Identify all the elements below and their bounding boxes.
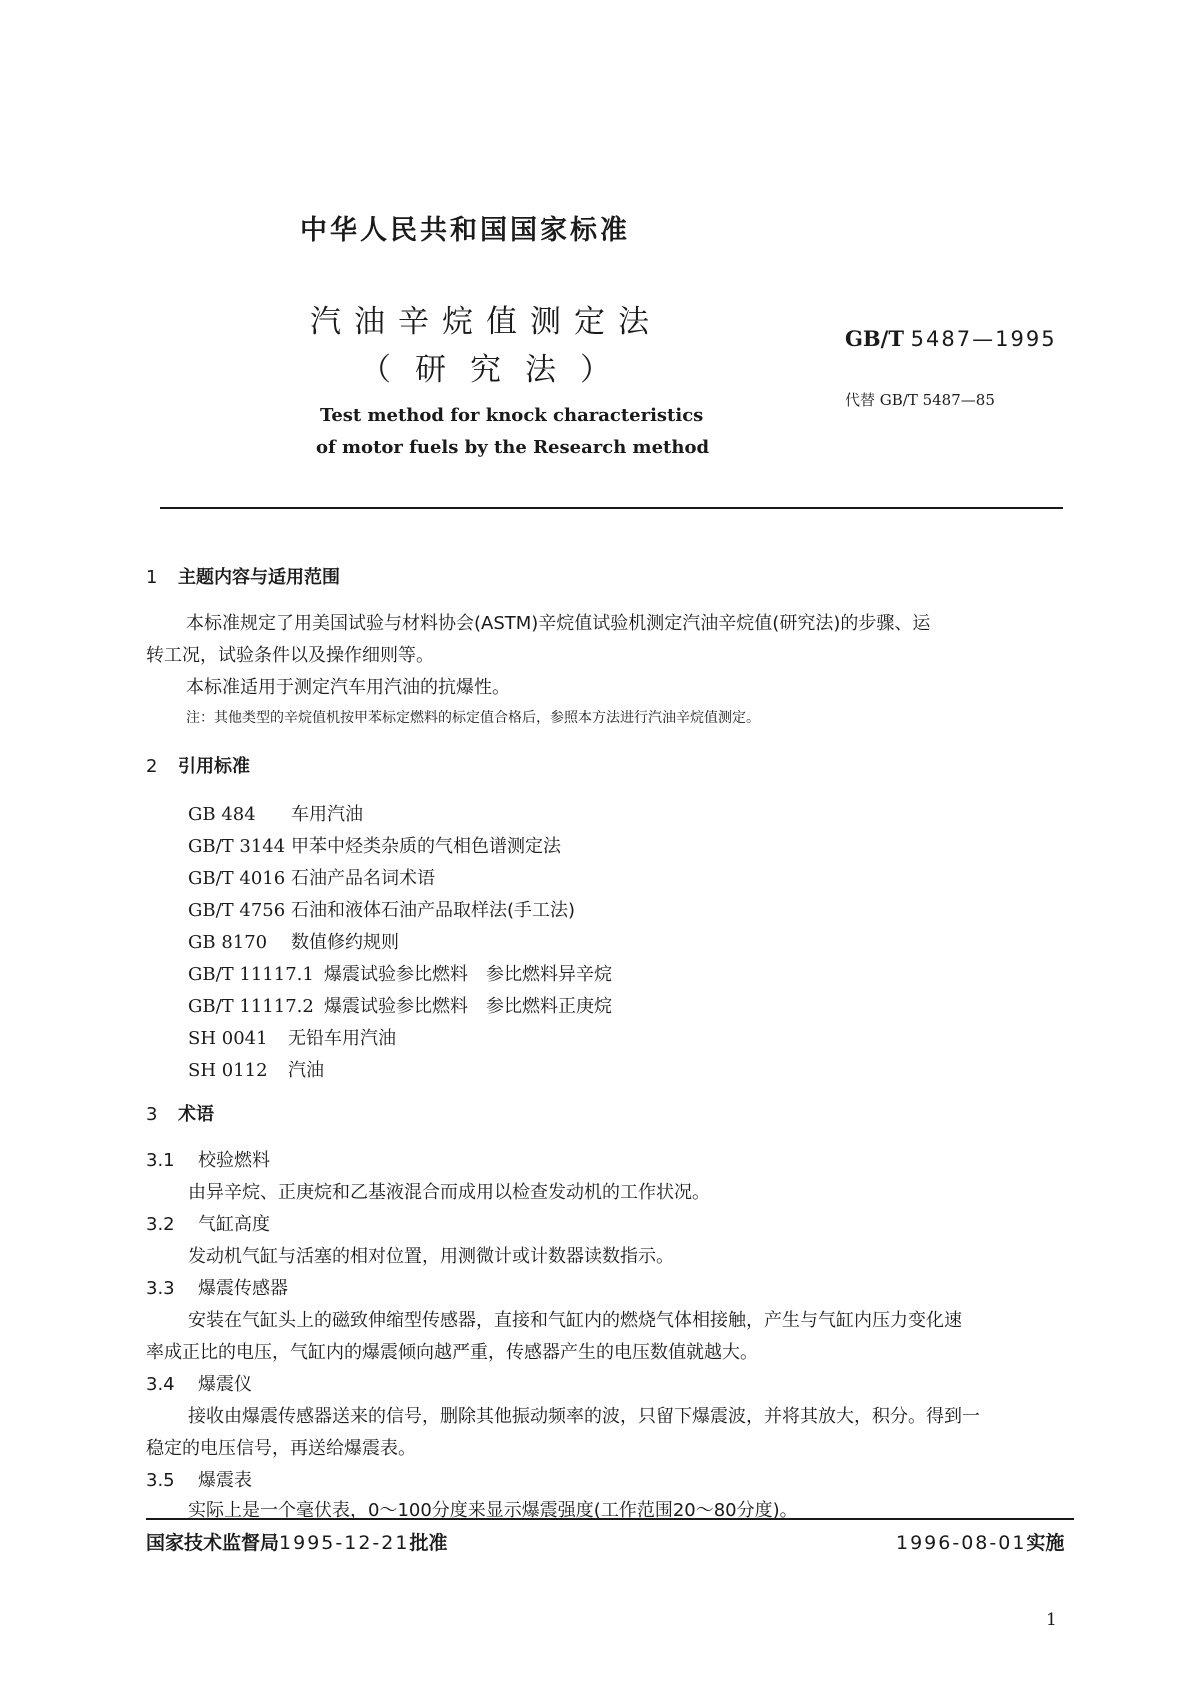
term-definition: 发动机气缸与活塞的相对位置，用测微计或计数器读数指示。 xyxy=(188,1246,674,1267)
reference-code: GB/T 4016 xyxy=(188,868,286,889)
header-divider xyxy=(160,507,1063,509)
reference-code: GB 484 xyxy=(188,804,256,825)
reference-title: 爆震试验参比燃料 参比燃料异辛烷 xyxy=(324,964,612,985)
term-heading xyxy=(146,1370,252,1396)
reference-item xyxy=(188,864,435,890)
section1-para1-line2: 转工况，试验条件以及操作细则等。 xyxy=(146,645,434,666)
standard-number xyxy=(845,326,1057,351)
reference-item xyxy=(188,960,612,986)
term-heading xyxy=(146,1146,270,1172)
english-title-line2: of motor fuels by the Research method xyxy=(316,437,710,458)
approval-date: 1995-12-21 xyxy=(279,1532,410,1554)
approval-line xyxy=(146,1528,447,1555)
section3-heading xyxy=(146,1100,214,1126)
page-number: 1 xyxy=(1046,1610,1057,1630)
term-heading xyxy=(146,1210,270,1236)
effective-date: 1996-08-01 xyxy=(896,1532,1027,1554)
section1-heading xyxy=(146,563,340,589)
section2-title: 引用标准 xyxy=(178,756,250,777)
replaces-standard: 代替 GB/T 5487—85 xyxy=(845,391,995,409)
reference-title: 数值修约规则 xyxy=(291,932,399,953)
term-definition-cont: 率成正比的电压，气缸内的爆震倾向越严重，传感器产生的电压数值就越大。 xyxy=(146,1342,758,1363)
standard-number-value: 5487—1995 xyxy=(910,327,1057,351)
term-name: 校验燃料 xyxy=(198,1150,270,1171)
reference-item xyxy=(188,832,561,858)
reference-title: 石油产品名词术语 xyxy=(291,868,435,889)
reference-code: SH 0041 xyxy=(188,1028,268,1049)
section1-para2: 本标准适用于测定汽车用汽油的抗爆性。 xyxy=(186,677,510,698)
section1-number: 1 xyxy=(146,567,158,588)
reference-item xyxy=(188,800,363,826)
term-number: 3.5 xyxy=(146,1470,175,1491)
term-definition: 实际上是一个毫伏表，0～100分度来显示爆震强度(工作范围20～80分度)。 xyxy=(188,1500,798,1521)
reference-item xyxy=(188,992,612,1018)
reference-item xyxy=(188,896,575,922)
approval-suffix: 批准 xyxy=(409,1532,448,1554)
reference-item xyxy=(188,1024,396,1050)
reference-code: GB/T 3144 xyxy=(188,836,286,857)
term-heading xyxy=(146,1274,288,1300)
term-definition: 接收由爆震传感器送来的信号，删除其他振动频率的波，只留下爆震波，并将其放大，积分。得到一 xyxy=(188,1406,980,1427)
term-name: 爆震仪 xyxy=(198,1374,252,1395)
reference-item xyxy=(188,1056,324,1082)
section3-number: 3 xyxy=(146,1104,158,1125)
reference-title: 无铅车用汽油 xyxy=(288,1028,396,1049)
reference-title: 车用汽油 xyxy=(291,804,363,825)
footer-divider xyxy=(146,1518,1074,1520)
term-heading xyxy=(146,1466,252,1492)
document-title: 汽油辛烷值测定法 xyxy=(310,304,662,340)
reference-code: GB/T 11117.2 xyxy=(188,996,314,1017)
section2-number: 2 xyxy=(146,756,158,777)
term-number: 3.1 xyxy=(146,1150,175,1171)
section2-heading xyxy=(146,752,250,778)
document-subtitle: （研究法） xyxy=(360,352,635,388)
section3-title: 术语 xyxy=(178,1104,214,1125)
reference-code: GB 8170 xyxy=(188,932,268,953)
english-title-line1: Test method for knock characteristics xyxy=(320,405,704,426)
standard-code: GB/T xyxy=(845,326,904,351)
reference-code: SH 0112 xyxy=(188,1060,268,1081)
reference-title: 石油和液体石油产品取样法(手工法) xyxy=(291,900,576,921)
term-number: 3.3 xyxy=(146,1278,175,1299)
effective-line xyxy=(896,1528,1064,1555)
section1-note: 注：其他类型的辛烷值机按甲苯标定燃料的标定值合格后，参照本方法进行汽油辛烷值测定。 xyxy=(186,710,760,726)
reference-title: 汽油 xyxy=(288,1060,324,1081)
term-definition: 安装在气缸头上的磁致伸缩型传感器，直接和气缸内的燃烧气体相接触，产生与气缸内压力变化速 xyxy=(188,1310,962,1331)
reference-title: 爆震试验参比燃料 参比燃料正庚烷 xyxy=(324,996,612,1017)
term-definition: 由异辛烷、正庚烷和乙基液混合而成用以检查发动机的工作状况。 xyxy=(188,1182,710,1203)
term-number: 3.4 xyxy=(146,1374,175,1395)
section1-para1-line1: 本标准规定了用美国试验与材料协会(ASTM)辛烷值试验机测定汽油辛烷值(研究法)的步骤、运 xyxy=(186,613,931,634)
term-name: 爆震传感器 xyxy=(198,1278,288,1299)
approver: 国家技术监督局 xyxy=(146,1532,280,1554)
reference-code: GB/T 11117.1 xyxy=(188,964,314,985)
section1-title: 主题内容与适用范围 xyxy=(178,567,340,588)
term-name: 气缸高度 xyxy=(198,1214,270,1235)
national-standard-heading: 中华人民共和国国家标准 xyxy=(300,215,630,246)
effective-suffix: 实施 xyxy=(1026,1532,1065,1554)
reference-title: 甲苯中烃类杂质的气相色谱测定法 xyxy=(291,836,561,857)
term-name: 爆震表 xyxy=(198,1470,252,1491)
term-number: 3.2 xyxy=(146,1214,175,1235)
reference-item xyxy=(188,928,399,954)
term-definition-cont: 稳定的电压信号，再送给爆震表。 xyxy=(146,1438,416,1459)
reference-code: GB/T 4756 xyxy=(188,900,286,921)
